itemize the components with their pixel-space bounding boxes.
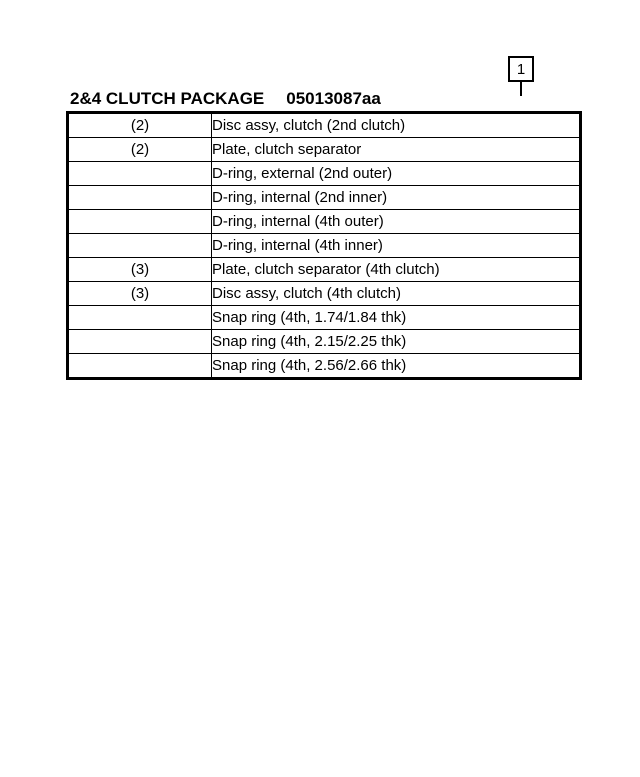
title-row: [70, 85, 582, 109]
table-row: [69, 354, 579, 378]
description-cell: Plate, clutch separator: [212, 138, 580, 162]
table-row: [69, 234, 579, 258]
description-cell: Disc assy, clutch (2nd clutch): [212, 114, 580, 138]
table-row: [69, 186, 579, 210]
description-cell: Disc assy, clutch (4th clutch): [212, 282, 580, 306]
parts-table-container: [66, 111, 582, 380]
quantity-cell: [69, 210, 212, 234]
quantity-cell: (3): [69, 258, 212, 282]
table-row: [69, 258, 579, 282]
table-row: [69, 210, 579, 234]
description-cell: Snap ring (4th, 2.15/2.25 thk): [212, 330, 580, 354]
table-row: [69, 114, 579, 138]
description-cell: Snap ring (4th, 2.56/2.66 thk): [212, 354, 580, 378]
description-cell: D-ring, internal (2nd inner): [212, 186, 580, 210]
description-cell: Snap ring (4th, 1.74/1.84 thk): [212, 306, 580, 330]
part-number: 05013087aa: [286, 89, 381, 108]
callout-number: 1: [516, 60, 526, 78]
description-cell: Plate, clutch separator (4th clutch): [212, 258, 580, 282]
quantity-cell: [69, 306, 212, 330]
table-row: [69, 138, 579, 162]
quantity-cell: (2): [69, 114, 212, 138]
table-row: [69, 306, 579, 330]
page-title: 2&4 CLUTCH PACKAGE: [70, 89, 265, 108]
description-cell: D-ring, external (2nd outer): [212, 162, 580, 186]
table-row: [69, 282, 579, 306]
description-cell: D-ring, internal (4th inner): [212, 234, 580, 258]
quantity-cell: (3): [69, 282, 212, 306]
table-row: [69, 162, 579, 186]
quantity-cell: (2): [69, 138, 212, 162]
parts-table: [69, 114, 579, 377]
quantity-cell: [69, 234, 212, 258]
quantity-cell: [69, 354, 212, 378]
callout-marker-1: [508, 56, 534, 82]
quantity-cell: [69, 162, 212, 186]
table-row: [69, 330, 579, 354]
parts-table-body: [69, 114, 579, 377]
description-cell: D-ring, internal (4th outer): [212, 210, 580, 234]
quantity-cell: [69, 186, 212, 210]
quantity-cell: [69, 330, 212, 354]
